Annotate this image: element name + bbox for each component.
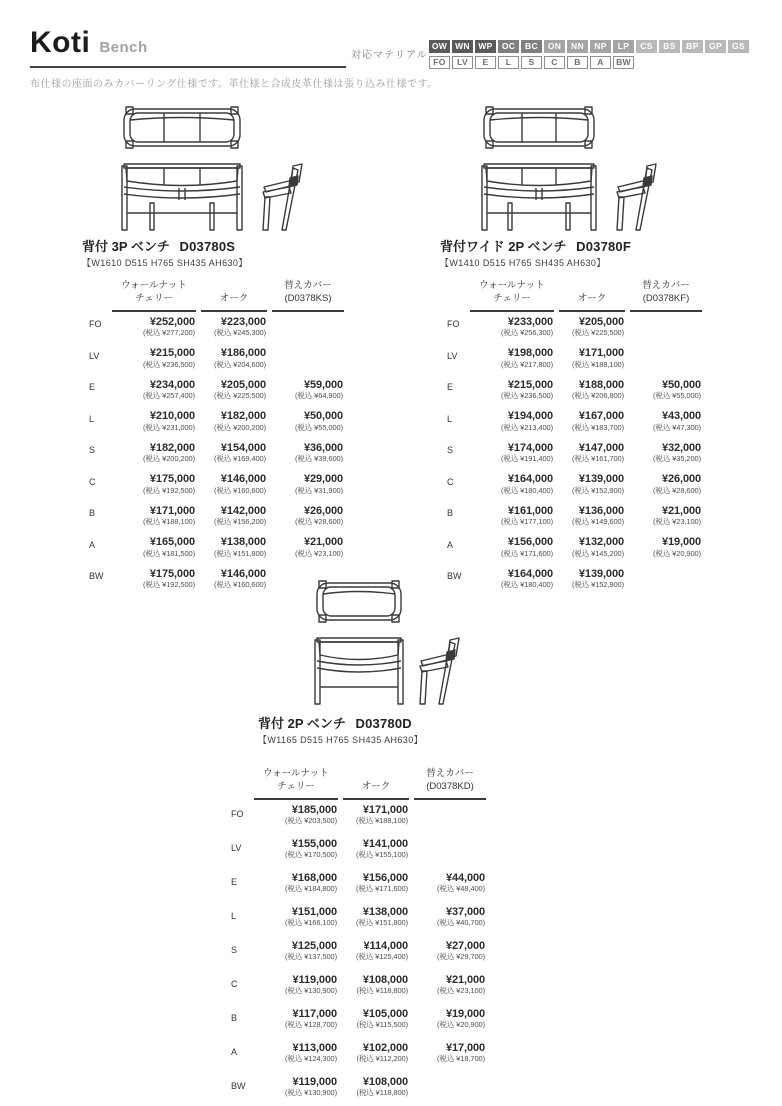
table-header-row	[443, 280, 702, 312]
cover-code: (D0378KD)	[426, 780, 474, 792]
price-row	[443, 564, 702, 596]
material-badge: GP	[705, 40, 726, 53]
price-cell-walnut: ¥210,000 (税込 ¥231,000)	[142, 410, 195, 432]
price-cell-walnut: ¥117,000 (税込 ¥128,700)	[284, 1007, 337, 1030]
product-dimensions-d03780s: 【W1610 D515 H765 SH435 AH630】	[82, 258, 248, 268]
material-row-label: LV	[231, 842, 242, 853]
price-row	[443, 469, 702, 501]
material-row-label: S	[89, 445, 96, 456]
price-cell-walnut: ¥174,000 (税込 ¥191,400)	[500, 441, 553, 464]
material-badges-row2	[429, 56, 634, 69]
price-row	[227, 1038, 486, 1072]
material-row-label: A	[89, 539, 96, 550]
price-cell-oak: ¥182,000 (税込 ¥200,200)	[213, 410, 266, 432]
price-row	[227, 1004, 486, 1038]
material-row-label: BW	[231, 1080, 246, 1091]
col-header-walnut-cherry: ウォールナット チェリー	[254, 768, 338, 800]
price-row	[85, 501, 344, 533]
material-badge: C	[544, 56, 565, 69]
price-cell-walnut: ¥198,000 (税込 ¥217,800)	[500, 347, 553, 369]
price-row	[85, 532, 344, 564]
price-cell-walnut: ¥215,000 (税込 ¥236,500)	[142, 347, 195, 369]
price-cell-walnut: ¥151,000 (税込 ¥166,100)	[284, 905, 337, 928]
price-cell-cover	[414, 800, 486, 834]
material-badge: S	[521, 56, 542, 69]
material-badge: BS	[659, 40, 680, 53]
material-row-label: BW	[447, 571, 462, 582]
col-header-cover: 替えカバー (D0378KS)	[272, 280, 344, 312]
price-cell-oak: ¥146,000 (税込 ¥160,600)	[213, 473, 266, 495]
price-row	[227, 800, 486, 834]
cover-code: (D0378KS)	[284, 292, 332, 304]
price-table-d03780s	[80, 280, 349, 595]
price-row	[443, 312, 702, 344]
price-cell-cover	[630, 564, 702, 596]
price-row	[85, 312, 344, 344]
material-row-label: C	[89, 476, 96, 487]
product-dimensions-d03780d: 【W1165 D515 H765 SH435 AH630】	[258, 735, 424, 745]
price-cell-cover: ¥19,000 (税込 ¥20,900)	[437, 1007, 485, 1030]
price-cell-oak: ¥108,000 (税込 ¥118,800)	[356, 1075, 408, 1098]
price-cell-walnut: ¥125,000 (税込 ¥137,500)	[284, 939, 337, 962]
material-badge: GS	[728, 40, 749, 53]
price-cell-walnut: ¥156,000 (税込 ¥171,600)	[500, 536, 553, 558]
col-header-cover: 替えカバー (D0378KD)	[414, 768, 486, 800]
material-badge: OW	[429, 40, 450, 53]
col-header-oak: オーク	[343, 768, 409, 800]
price-cell-oak: ¥139,000 (税込 ¥152,900)	[571, 567, 624, 590]
material-row-label: FO	[447, 319, 460, 330]
product-title-d03780s	[82, 236, 235, 255]
material-badge: CS	[636, 40, 657, 53]
product-name: 背付 3P ベンチ	[82, 239, 170, 254]
product-name: 背付ワイド 2P ベンチ	[440, 239, 567, 254]
product-title-d03780d	[258, 713, 412, 732]
price-cell-oak: ¥147,000 (税込 ¥161,700)	[571, 441, 624, 464]
price-cell-walnut: ¥175,000 (税込 ¥192,500)	[142, 567, 195, 590]
material-badge: BP	[682, 40, 703, 53]
material-badge: OC	[498, 40, 519, 53]
material-badge: FO	[429, 56, 450, 69]
price-cell-walnut: ¥164,000 (税込 ¥180,400)	[500, 473, 553, 495]
material-row-label: B	[447, 508, 454, 519]
price-cell-cover	[414, 1072, 486, 1106]
price-cell-oak: ¥142,000 (税込 ¥156,200)	[213, 504, 266, 527]
price-cell-oak: ¥186,000 (税込 ¥204,600)	[213, 347, 266, 369]
material-row-label: FO	[231, 808, 244, 819]
price-cell-cover: ¥21,000 (税込 ¥23,100)	[295, 536, 343, 558]
page-subtitle: Bench	[99, 39, 148, 56]
price-cell-oak: ¥105,000 (税込 ¥115,500)	[356, 1007, 408, 1030]
product-code: D03780S	[179, 239, 236, 254]
product-name: 背付 2P ベンチ	[258, 716, 346, 731]
material-badge: NN	[567, 40, 588, 53]
price-cell-walnut: ¥155,000 (税込 ¥170,500)	[284, 837, 337, 860]
price-row	[85, 406, 344, 438]
col-header-oak: オーク	[559, 280, 625, 312]
price-cell-oak: ¥114,000 (税込 ¥125,400)	[355, 939, 408, 962]
price-row	[443, 532, 702, 564]
material-badge: NP	[590, 40, 611, 53]
product-code: D03780F	[576, 239, 632, 254]
price-row	[227, 936, 486, 970]
price-cell-walnut: ¥168,000 (税込 ¥184,800)	[284, 871, 337, 894]
price-cell-cover: ¥27,000 (税込 ¥29,700)	[437, 939, 485, 962]
material-badges-row1	[429, 40, 749, 53]
product-title-d03780f	[440, 236, 631, 255]
material-row-label: LV	[89, 350, 100, 361]
price-cell-oak: ¥154,000 (税込 ¥169,400)	[213, 441, 266, 464]
price-cell-oak: ¥132,000 (税込 ¥145,200)	[571, 536, 624, 558]
price-row	[227, 834, 486, 868]
material-badge: L	[498, 56, 519, 69]
price-cell-cover: ¥21,000 (税込 ¥23,100)	[653, 504, 701, 527]
price-row	[443, 343, 702, 375]
material-row-label: A	[447, 539, 454, 550]
price-cell-walnut: ¥119,000 (税込 ¥130,900)	[284, 973, 337, 996]
price-row	[85, 343, 344, 375]
material-badge: LV	[452, 56, 473, 69]
table-header-row	[85, 280, 344, 312]
material-row-label: C	[447, 476, 454, 487]
price-row	[227, 868, 486, 902]
price-cell-oak: ¥188,000 (税込 ¥206,800)	[571, 378, 624, 401]
page-title: Koti	[30, 26, 91, 59]
price-cell-cover: ¥50,000 (税込 ¥55,000)	[295, 410, 343, 432]
price-cell-walnut: ¥194,000 (税込 ¥213,400)	[500, 410, 553, 432]
material-badge: BC	[521, 40, 542, 53]
price-cell-cover	[414, 834, 486, 868]
price-table-d03780d	[222, 768, 491, 1106]
price-cell-cover: ¥50,000 (税込 ¥55,000)	[653, 378, 701, 401]
price-row	[443, 406, 702, 438]
price-cell-oak: ¥136,000 (税込 ¥149,600)	[571, 504, 624, 527]
price-cell-cover: ¥26,000 (税込 ¥28,600)	[295, 504, 343, 527]
price-row	[85, 375, 344, 407]
material-row-label: LV	[447, 350, 458, 361]
price-row	[443, 501, 702, 533]
product-dimensions-d03780f: 【W1410 D515 H765 SH435 AH630】	[440, 258, 606, 268]
bench-2p-illustration	[313, 578, 465, 708]
material-row-label: A	[231, 1046, 238, 1057]
bench-wide-2p-illustration	[480, 104, 662, 234]
price-cell-cover	[630, 312, 702, 344]
price-cell-cover	[272, 343, 344, 375]
title-underline	[30, 66, 346, 68]
material-row-label: L	[447, 413, 453, 424]
price-row	[443, 438, 702, 470]
price-cell-oak: ¥156,000 (税込 ¥171,600)	[355, 871, 408, 894]
material-row-label: C	[231, 978, 238, 989]
col-header-walnut-cherry: ウォールナット チェリー	[112, 280, 196, 312]
price-cell-cover: ¥21,000 (税込 ¥23,100)	[437, 973, 485, 996]
material-row-label: L	[89, 413, 95, 424]
product-code: D03780D	[355, 716, 412, 731]
material-badge: WN	[452, 40, 473, 53]
price-cell-walnut: ¥164,000 (税込 ¥180,400)	[500, 567, 553, 590]
price-cell-walnut: ¥161,000 (税込 ¥177,100)	[500, 504, 553, 527]
price-cell-cover: ¥44,000 (税込 ¥48,400)	[437, 871, 485, 894]
material-badge: E	[475, 56, 496, 69]
col-header-walnut-cherry: ウォールナット チェリー	[470, 280, 554, 312]
material-row-label: S	[231, 944, 238, 955]
material-badge: A	[590, 56, 611, 69]
price-cell-walnut: ¥234,000 (税込 ¥257,400)	[142, 378, 195, 401]
price-cell-oak: ¥171,000 (税込 ¥188,100)	[571, 347, 624, 369]
material-badge: WP	[475, 40, 496, 53]
material-badge: ON	[544, 40, 565, 53]
table-header-row	[227, 768, 486, 800]
price-cell-cover: ¥36,000 (税込 ¥39,600)	[295, 441, 343, 464]
price-cell-oak: ¥138,000 (税込 ¥151,800)	[355, 905, 408, 928]
price-cell-oak: ¥171,000 (税込 ¥188,100)	[355, 803, 408, 826]
price-cell-oak: ¥205,000 (税込 ¥225,500)	[213, 378, 266, 401]
price-table-d03780f	[438, 280, 707, 595]
material-badge: LP	[613, 40, 634, 53]
material-badge: BW	[613, 56, 634, 69]
price-cell-cover: ¥29,000 (税込 ¥31,900)	[295, 473, 343, 495]
price-cell-oak: ¥223,000 (税込 ¥245,300)	[213, 315, 266, 338]
price-cell-oak: ¥146,000 (税込 ¥160,600)	[213, 567, 266, 590]
material-row-label: FO	[89, 319, 102, 330]
price-row	[443, 375, 702, 407]
price-cell-cover: ¥32,000 (税込 ¥35,200)	[653, 441, 701, 464]
price-cell-cover: ¥43,000 (税込 ¥47,300)	[653, 410, 701, 432]
price-cell-walnut: ¥215,000 (税込 ¥236,500)	[500, 378, 553, 401]
price-row	[85, 438, 344, 470]
cover-code: (D0378KF)	[642, 292, 690, 304]
price-cell-walnut: ¥119,000 (税込 ¥130,900)	[284, 1075, 337, 1098]
price-cell-walnut: ¥113,000 (税込 ¥124,300)	[284, 1041, 337, 1064]
price-cell-walnut: ¥171,000 (税込 ¥188,100)	[142, 504, 195, 527]
price-cell-oak: ¥141,000 (税込 ¥155,100)	[355, 837, 408, 860]
price-cell-oak: ¥108,000 (税込 ¥118,800)	[356, 973, 408, 996]
price-cell-walnut: ¥233,000 (税込 ¥256,300)	[500, 315, 553, 338]
price-row	[227, 970, 486, 1004]
price-row	[85, 469, 344, 501]
spec-description: 布仕様の座面のみカバーリング仕様です。革仕様と合成皮革仕様は張り込み仕様です。	[30, 79, 438, 90]
price-cell-cover: ¥17,000 (税込 ¥18,700)	[437, 1041, 485, 1064]
price-cell-cover: ¥26,000 (税込 ¥28,600)	[653, 473, 701, 495]
material-row-label: E	[89, 382, 96, 393]
materials-label: 対応マテリアル	[351, 50, 428, 61]
material-row-label: E	[231, 876, 238, 887]
price-cell-walnut: ¥182,000 (税込 ¥200,200)	[142, 441, 195, 464]
bench-3p-illustration	[120, 104, 308, 234]
col-header-cover: 替えカバー (D0378KF)	[630, 280, 702, 312]
price-cell-oak: ¥139,000 (税込 ¥152,900)	[571, 473, 624, 495]
material-row-label: E	[447, 382, 454, 393]
material-row-label: BW	[89, 571, 104, 582]
price-cell-walnut: ¥175,000 (税込 ¥192,500)	[142, 473, 195, 495]
material-row-label: B	[231, 1012, 238, 1023]
price-cell-oak: ¥138,000 (税込 ¥151,800)	[213, 536, 266, 558]
price-cell-cover	[272, 312, 344, 344]
price-cell-cover	[630, 343, 702, 375]
price-cell-walnut: ¥185,000 (税込 ¥203,500)	[284, 803, 337, 826]
price-cell-walnut: ¥252,000 (税込 ¥277,200)	[142, 315, 195, 338]
material-row-label: B	[89, 508, 96, 519]
price-row	[85, 564, 344, 596]
price-cell-oak: ¥205,000 (税込 ¥225,500)	[571, 315, 624, 338]
material-row-label: S	[447, 445, 454, 456]
price-cell-oak: ¥102,000 (税込 ¥112,200)	[356, 1041, 408, 1064]
price-row	[227, 902, 486, 936]
price-cell-walnut: ¥165,000 (税込 ¥181,500)	[142, 536, 195, 558]
material-badge: B	[567, 56, 588, 69]
col-header-oak: オーク	[201, 280, 267, 312]
material-row-label: L	[231, 910, 237, 921]
price-cell-cover: ¥37,000 (税込 ¥40,700)	[437, 905, 485, 928]
price-cell-cover: ¥59,000 (税込 ¥64,900)	[295, 378, 343, 401]
price-cell-oak: ¥167,000 (税込 ¥183,700)	[571, 410, 624, 432]
page-header	[30, 26, 148, 60]
price-cell-cover: ¥19,000 (税込 ¥20,900)	[653, 536, 701, 558]
price-row	[227, 1072, 486, 1106]
